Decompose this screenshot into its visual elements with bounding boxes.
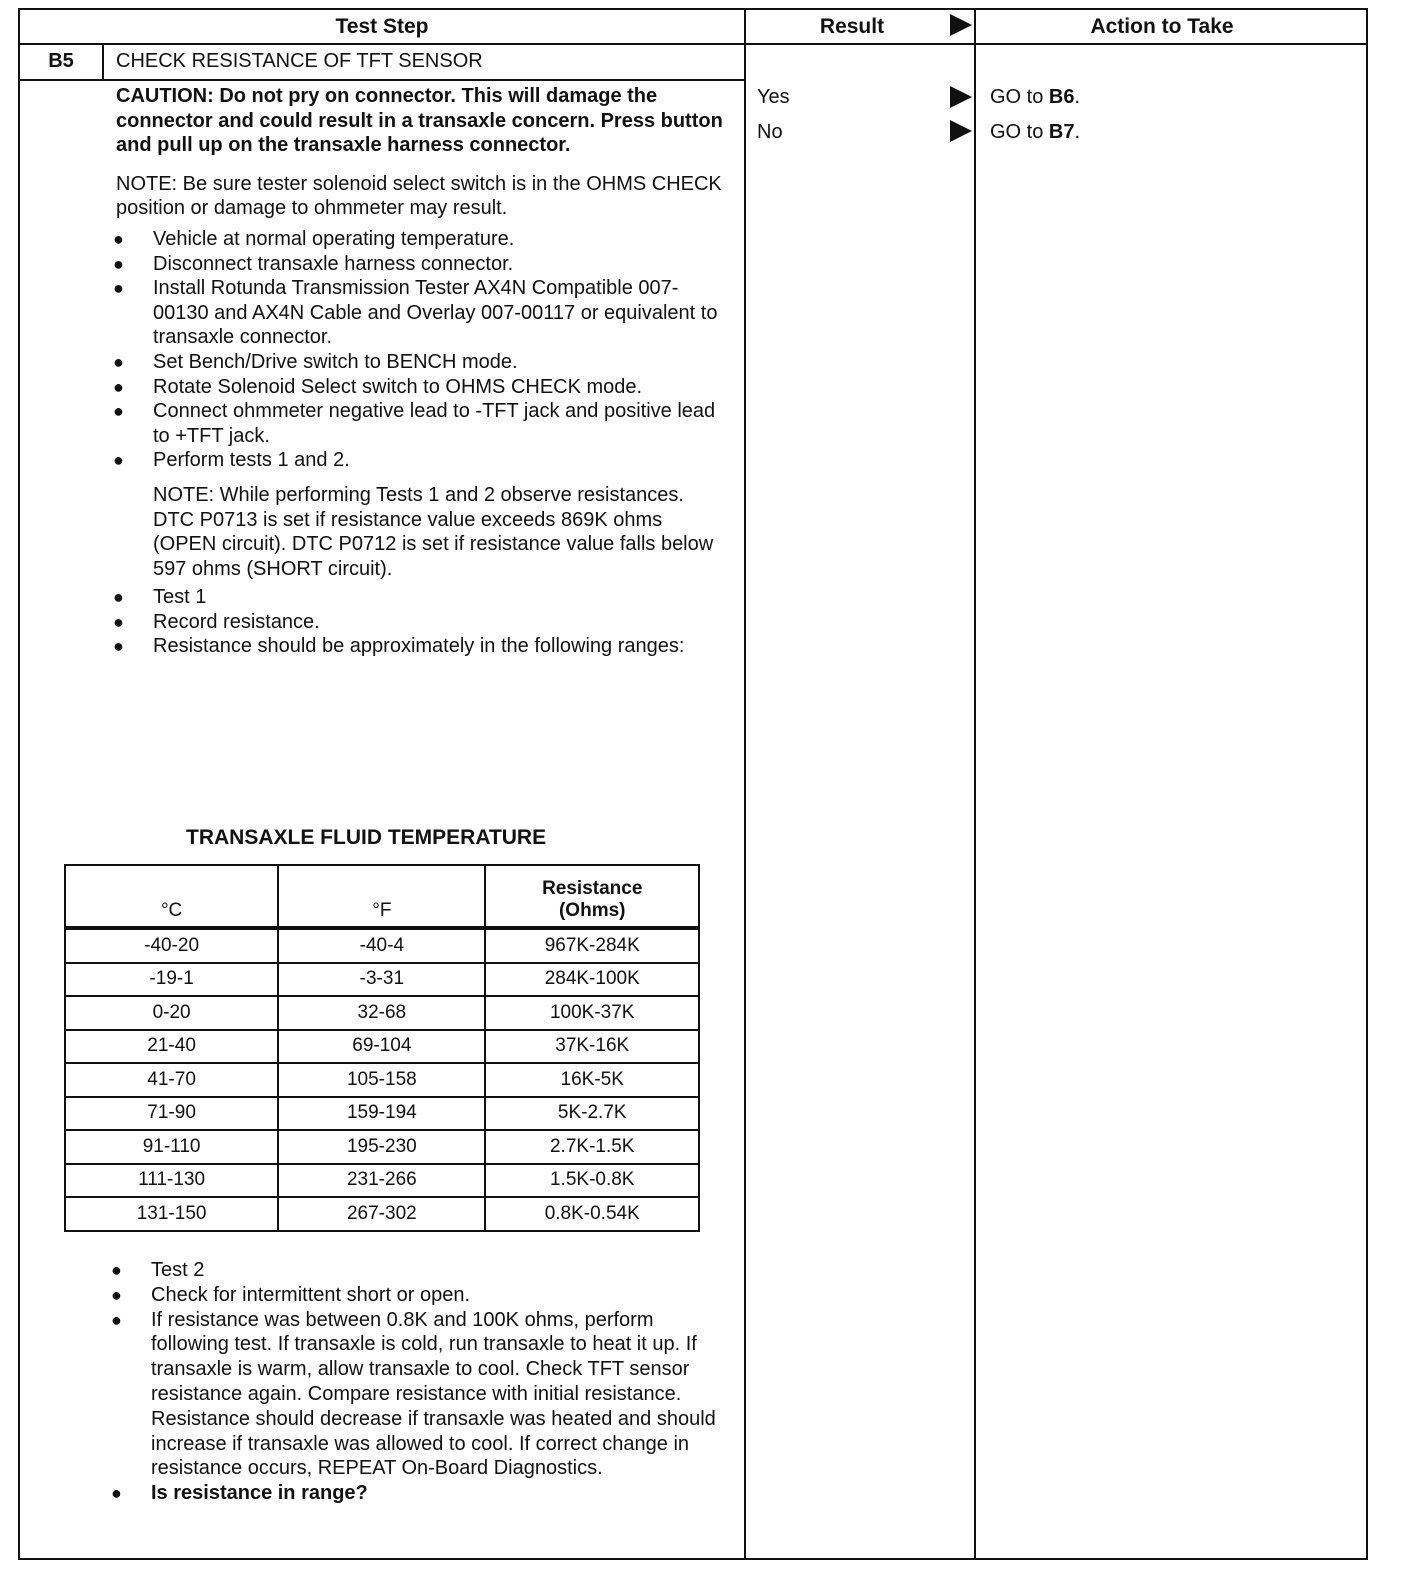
note-ohms-check: NOTE: Be sure tester solenoid select switch is in the OHMS CHECK position or damage to ohmmeter may result. [116,172,722,220]
list-item: ● Test 2 [114,1258,724,1283]
cell-celsius: 0-20 [65,996,278,1030]
list-item: ● Vehicle at normal operating temperature. [116,227,726,252]
cell-celsius: 21-40 [65,1030,278,1064]
column-resistance-line2: (Ohms) [558,900,626,921]
test-step-body [116,84,726,659]
column-resistance [485,865,699,928]
column-fahrenheit: °F [278,865,485,928]
table-row [65,1097,699,1131]
header-action: Action to Take [1090,15,1234,38]
column-celsius: °C [65,865,278,928]
result-yes-arrow-icon [950,86,972,108]
test-step-body-continued [114,1258,724,1506]
header-arrow-icon [950,14,972,36]
table-row [65,1197,699,1231]
cell-resistance: 967K-284K [485,928,699,963]
list-item: ● Perform tests 1 and 2. [116,448,726,473]
cell-fahrenheit: 267-302 [278,1197,485,1231]
list-item: ● If resistance was between 0.8K and 100K ohms, perform following test. If transaxle is cold, run transaxle to heat it up. If transaxle is warm, allow transaxle to cool. Check TFT sensor resistance again. Compare resistance with initial resistance. Resistance should decrease if transaxle was heated and should increase if transaxle was allowed to cool. If correct change in resistance occurs, REPEAT On-Board Diagnostics. [114,1308,724,1482]
cell-fahrenheit: -3-31 [278,963,485,997]
result-no-arrow-icon [950,120,972,142]
action-no-target: B7 [1048,121,1075,143]
result-column-divider [744,8,746,1560]
table-row [65,928,699,963]
list-item: ● Set Bench/Drive switch to BENCH mode. [116,350,726,375]
cell-celsius: -40-20 [65,928,278,963]
header-test-step: Test Step [335,15,429,38]
table-row [65,1063,699,1097]
cell-resistance: 1.5K-0.8K [485,1164,699,1198]
table-row [65,1164,699,1198]
action-yes-prefix: GO to [990,86,1049,108]
table-row [65,963,699,997]
note-dtc: NOTE: While performing Tests 1 and 2 observe resistances. DTC P0713 is set if resistance value exceeds 869K ohms (OPEN circuit). DTC P0712 is set if resistance value falls below 597 ohms (SHORT circuit). [153,483,714,580]
table-row [65,1030,699,1064]
procedure-list [116,227,726,473]
resistance-table [64,864,700,1232]
test2-list [114,1258,724,1506]
caution-text: CAUTION: Do not pry on connector. This will damage the connector and could result in a transaxle concern. Press button and pull up on the transaxle harness connector. [116,85,723,157]
list-item: ● Record resistance. [116,610,726,635]
table-header-row [65,865,699,928]
cell-fahrenheit: 69-104 [278,1030,485,1064]
question-item: ● Is resistance in range? [114,1481,724,1506]
cell-resistance: 37K-16K [485,1030,699,1064]
list-item: ● Disconnect transaxle harness connector. [116,252,726,277]
table-row [65,996,699,1030]
cell-fahrenheit: 195-230 [278,1130,485,1164]
cell-fahrenheit: 105-158 [278,1063,485,1097]
action-no-prefix: GO to [990,121,1049,143]
result-yes: Yes [757,86,790,108]
cell-resistance: 5K-2.7K [485,1097,699,1131]
result-no: No [757,121,783,143]
cell-fahrenheit: 32-68 [278,996,485,1030]
cell-fahrenheit: -40-4 [278,928,485,963]
cell-celsius: 111-130 [65,1164,278,1198]
step-id: B5 [48,50,74,72]
list-item: ● Connect ohmmeter negative lead to -TFT jack and positive lead to +TFT jack. [116,399,726,448]
cell-celsius: 131-150 [65,1197,278,1231]
cell-resistance: 16K-5K [485,1063,699,1097]
table-body [65,928,699,1231]
cell-celsius: 71-90 [65,1097,278,1131]
table-row [65,1130,699,1164]
action-yes-suffix: . [1074,86,1081,108]
cell-celsius: -19-1 [65,963,278,997]
cell-fahrenheit: 231-266 [278,1164,485,1198]
cell-resistance: 284K-100K [485,963,699,997]
table-title: TRANSAXLE FLUID TEMPERATURE [186,826,547,849]
action-yes-target: B6 [1048,86,1075,108]
step-id-divider [102,44,104,80]
test1-list [116,585,726,659]
step-title: CHECK RESISTANCE OF TFT SENSOR [116,50,483,72]
cell-resistance: 2.7K-1.5K [485,1130,699,1164]
action-yes [990,86,1080,109]
list-item: ● Install Rotunda Transmission Tester AX4N Compatible 007-00130 and AX4N Cable and Overlay 007-00117 or equivalent to transaxle connector. [116,276,726,350]
cell-celsius: 41-70 [65,1063,278,1097]
column-resistance-line1: Resistance [542,878,643,899]
cell-fahrenheit: 159-194 [278,1097,485,1131]
action-no [990,121,1080,144]
cell-resistance: 0.8K-0.54K [485,1197,699,1231]
action-column-divider [974,8,976,1560]
action-no-suffix: . [1074,121,1081,143]
header-result: Result [819,15,885,38]
step-title-divider [18,79,746,81]
cell-celsius: 91-110 [65,1130,278,1164]
list-item: ● Test 1 [116,585,726,610]
list-item: ● Resistance should be approximately in the following ranges: [116,634,726,659]
list-item: ● Rotate Solenoid Select switch to OHMS CHECK mode. [116,375,726,400]
cell-resistance: 100K-37K [485,996,699,1030]
list-item: ● Check for intermittent short or open. [114,1283,724,1308]
